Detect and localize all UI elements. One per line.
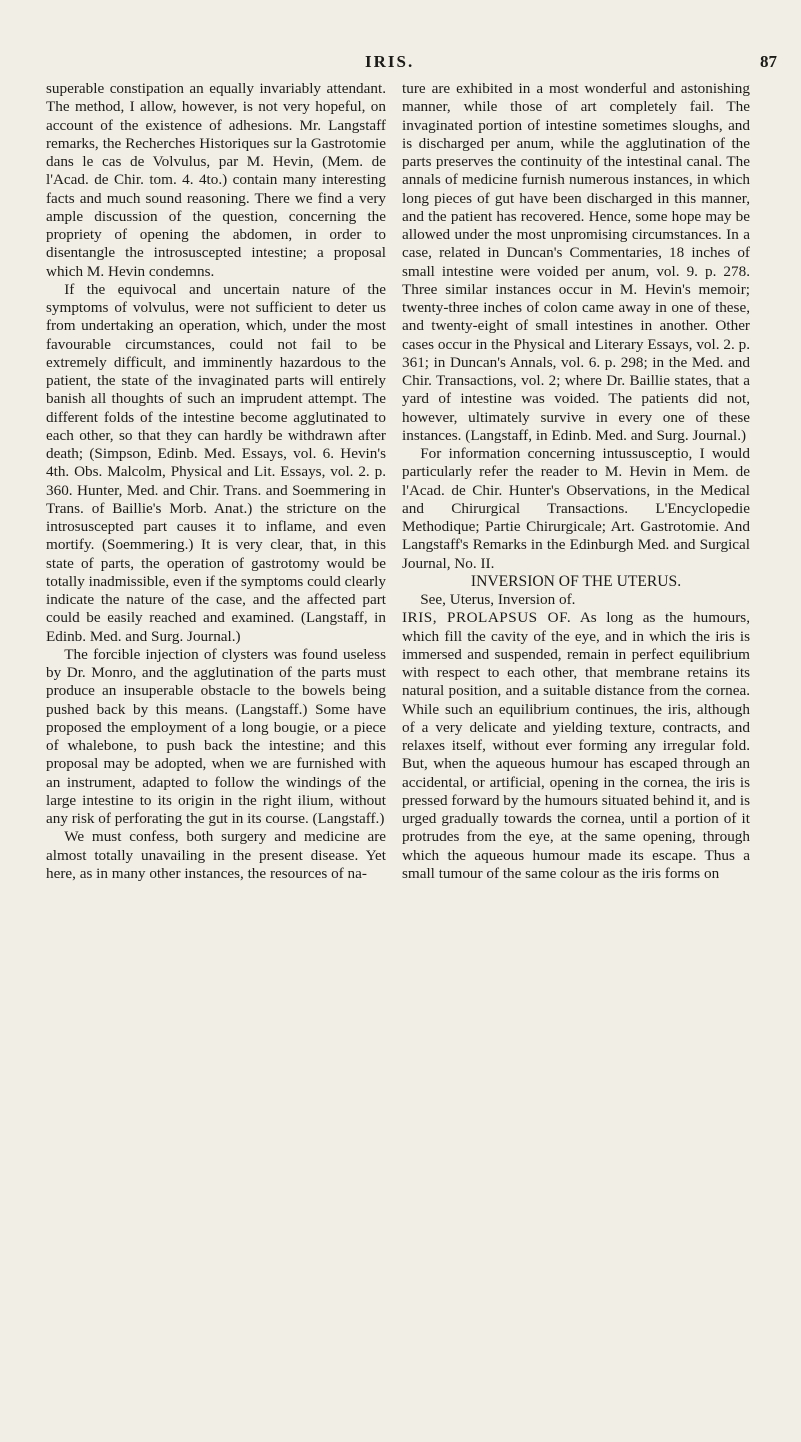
section-heading: INVERSION OF THE UTERUS.: [470, 572, 682, 590]
entry-text: As long as the humours, which fill the cavity of the eye, and in which the iris is immersed and suspended, remain in perfect equilibrium with respect to each other, that membrane retains its natural position, and a suitable distance from the cornea. While such an equilibrium continues, the iris, although of a very delicate and yielding texture, contracts, and relaxes itself, without ever forming any irregular fold. But, when the aqueous humour has escaped through an accidental, or artificial, opening in the cornea, the iris is pressed forward by the humours situated behind it, and is urged gradually towards the cornea, until a portion of it protrudes from the eye, at the same opening, through which the aqueous humour made its escape. Thus a small tumour of the same colour as the iris forms on: [402, 609, 750, 882]
paragraph: If the equivocal and uncertain nature of the symptoms of volvulus, were not sufficient to deter us from undertaking an operation, which, under the most favourable circumstances, could not fail to be extremely difficult, and imminently hazardous to the patient, the state of the invaginated parts will entirely banish all thoughts of such an imprudent attempt. The different folds of the intestine become agglutinated to each other, so that they can hardly be withdrawn after death; (Simpson, Edinb. Med. Essays, vol. 6. Hevin's 4th. Obs. Malcolm, Physical and Lit. Essays, vol. 2. p. 360. Hunter, Med. and Chir. Trans. and Soemmering in Trans. of Baillie's Morb. Anat.) the stricture on the introsuscepted part causes it to inflame, and even mortify. (Soemmering.) It is very clear, that, in this state of parts, the operation of gastrotomy would be totally inadmissible, even if the symptoms could clearly indicate the nature of the case, and the affected part could be easily reached and examined. (Langstaff, in Edinb. Med. and Surg. Journal.): [46, 280, 386, 645]
paragraph: ture are exhibited in a most wonderful and astonishing manner, while those of art completely fail. The invaginated portion of intestine sometimes sloughs, and is discharged per anum, while the agglutination of the parts preserves the continuity of the intestinal canal. The annals of medicine furnish numerous instances, in which long pieces of gut have been discharged in this manner, and the patient has recovered. Hence, some hope may be allowed under the most unpromising circumstances. In a case, related in Duncan's Commentaries, 18 inches of small intestine were voided per anum, vol. 9. p. 278. Three similar instances occur in M. Hevin's memoir; twenty-three inches of colon came away in one of these, and twenty-eight of small intestines in another. Other cases occur in the Physical and Literary Essays, vol. 2. p. 361; in Duncan's Annals, vol. 6. p. 298; in the Med. and Chir. Transactions, vol. 2; where Dr. Baillie states, that a yard of intestine was voided. The patients did not, however, ultimately survive in every one of these instances. (Langstaff, in Edinb. Med. and Surg. Journal.): [402, 80, 750, 444]
cross-reference: See, Uterus, Inversion of.: [420, 591, 576, 608]
paragraph: The forcible injection of clysters was found useless by Dr. Monro, and the agglutination of the parts must produce an insuperable obstacle to the bowels being pushed back by this means. (Langstaff.) Some have proposed the employment of a long bougie, or a piece of whalebone, to push back the intestine; and this proposal may be adopted, when we are furnished with an instrument, adapted to follow the windings of the large intestine to its origin in the right ilium, without any risk of perforating the gut in its course. (Langstaff.): [46, 645, 386, 827]
running-head: [0, 52, 801, 76]
page-number: 87: [760, 52, 777, 71]
left-column: [46, 80, 386, 883]
running-title: IRIS.: [365, 52, 415, 71]
paragraph: superable constipation an equally invariably attendant. The method, I allow, however, is not very hopeful, on account of the existence of adhesions. Mr. Langstaff remarks, the Recherches Historiques sur la Gastrotomie dans le cas de Volvulus, par M. Hevin, (Mem. de l'Acad. de Chir. tom. 4. 4to.) contain many interesting facts and much sound reasoning. There we find a very ample discussion of the question, concerning the propriety of opening the abdomen, in order to disentangle the introsuscepted intestine; a proposal which M. Hevin condemns.: [46, 80, 386, 280]
entry-paragraph: [402, 609, 750, 883]
entry-title: IRIS, PROLAPSUS OF.: [402, 609, 572, 627]
right-column: [402, 80, 750, 883]
paragraph: For information concerning intussusceptio, I would particularly refer the reader to M. Hevin in Mem. de l'Acad. de Chir. Hunter's Observations, in the Medical and Chirurgical Transactions. L'Encyclopedie Methodique; Partie Chirurgicale; Art. Gastrotomie. And Langstaff's Remarks in the Edinburgh Med. and Surgical Journal, No. II.: [402, 445, 750, 572]
paragraph: We must confess, both surgery and medicine are almost totally unavailing in the present disease. Yet here, as in many other instances, the resources of na-: [46, 828, 386, 882]
